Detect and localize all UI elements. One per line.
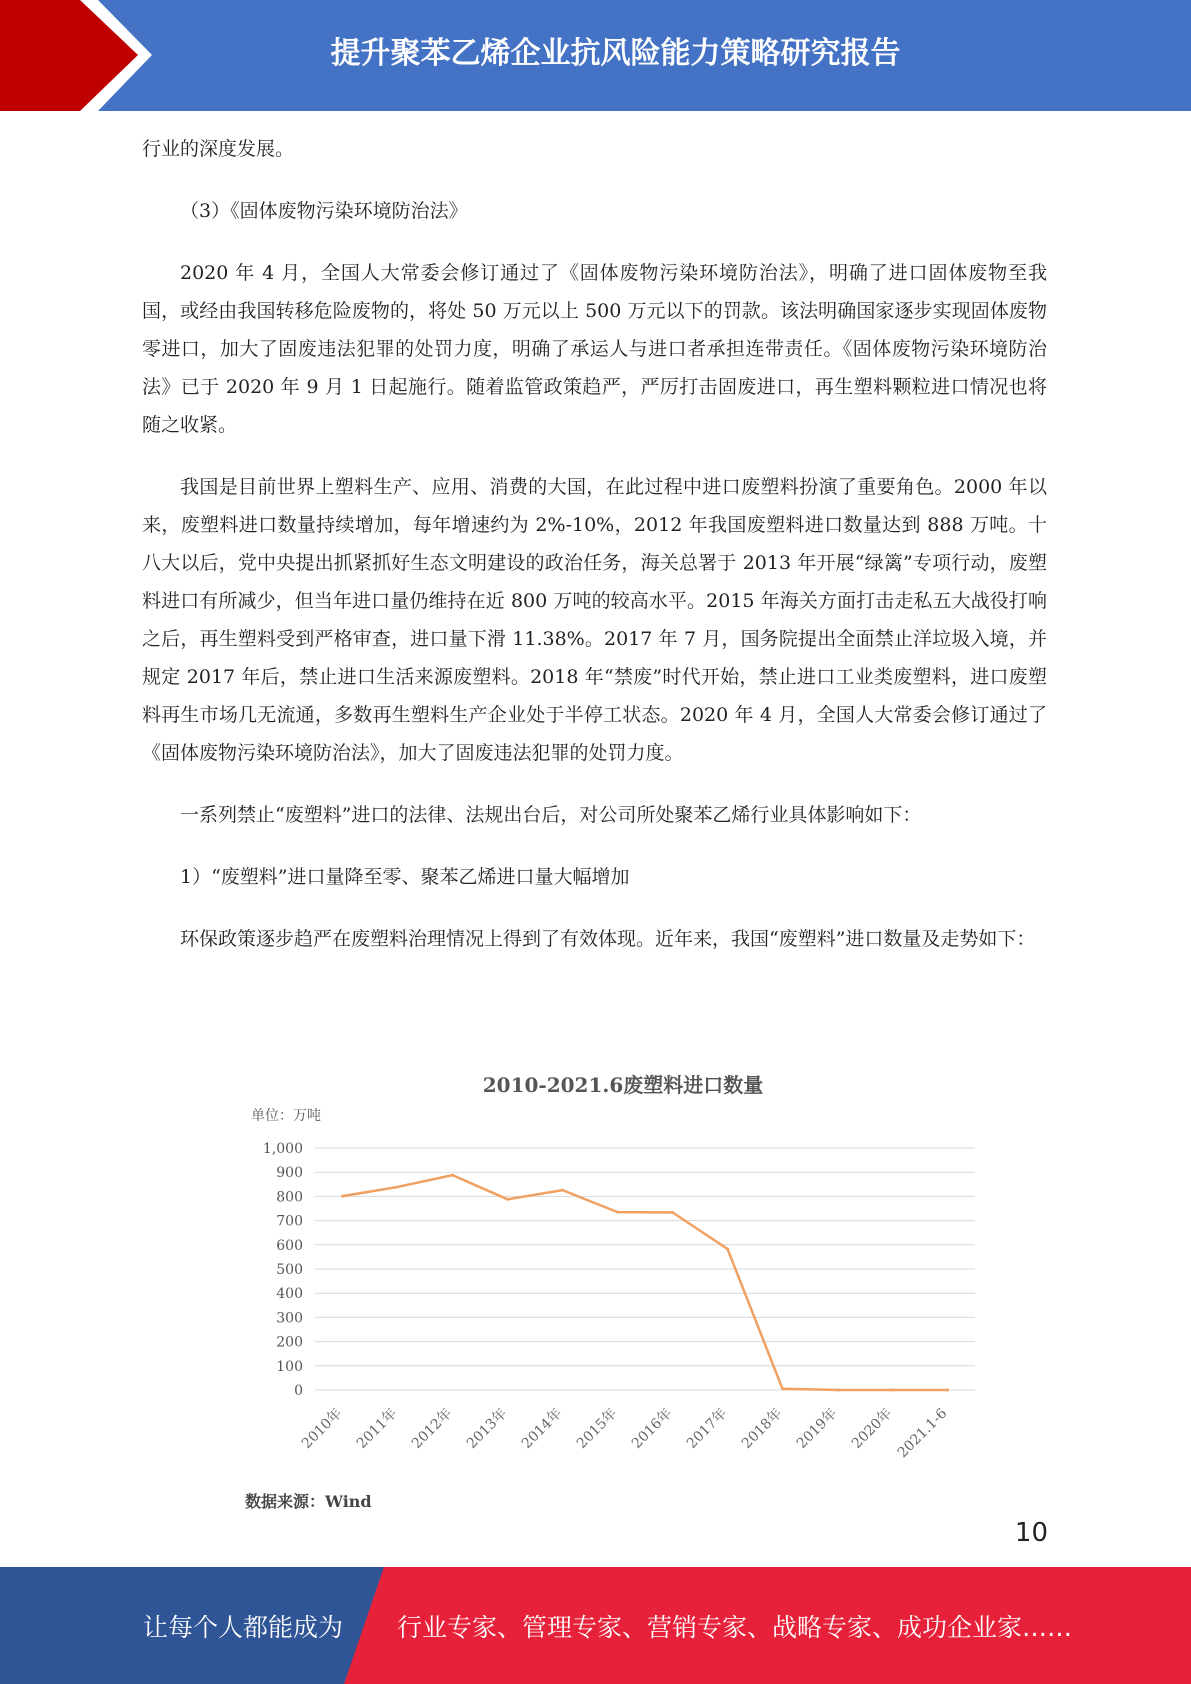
body-text — [142, 122, 1047, 982]
data-point — [671, 1211, 674, 1214]
y-tick-label: 900 — [276, 1165, 303, 1182]
subheading: 1）“废塑料”进口量降至零、聚苯乙烯进口量大幅增加 — [180, 866, 630, 888]
data-point — [726, 1247, 729, 1250]
y-tick-label: 700 — [276, 1213, 303, 1230]
footer-slogan-right: 行业专家、管理专家、营销专家、战略专家、成功企业家…… — [397, 1612, 1073, 1642]
x-tick-label: 2013年 — [463, 1405, 511, 1452]
y-tick-label: 200 — [276, 1334, 303, 1351]
x-tick-label: 2012年 — [408, 1405, 456, 1452]
x-tick-label: 2020年 — [848, 1405, 896, 1452]
y-tick-label: 1,000 — [262, 1141, 303, 1157]
data-point — [451, 1174, 454, 1177]
data-point — [616, 1211, 619, 1214]
chart-title: 2010-2021.6废塑料进口数量 — [482, 1073, 764, 1097]
x-tick-label: 2019年 — [793, 1405, 841, 1452]
data-point — [561, 1189, 564, 1192]
import-volume-chart — [235, 1060, 985, 1520]
x-tick-label: 2014年 — [518, 1405, 566, 1452]
paragraph: 2020 年 4 月，全国人大常委会修订通过了《固体废物污染环境防治法》，明确了进口固体废物至我国，或经由我国转移危险废物的，将处 50 万元以上 500 万元以下的罚款。该法明确国家逐步实现固体废物零进口，加大了固废违法犯罪的处罚力度，明确了承运人与进口者承担连带责任。《固体废物污染环境防治法》已于 2020 年 9 月 1 日起施行。随着监管政策趋严，严厉打击固废进口，再生塑料颗粒进口情况也将随之收紧。 — [142, 262, 1047, 436]
x-tick-label: 2015年 — [573, 1405, 621, 1452]
data-point — [506, 1198, 509, 1201]
chart-unit-label: 单位：万吨 — [251, 1108, 321, 1124]
data-point — [836, 1389, 839, 1392]
x-tick-label: 2011年 — [353, 1405, 401, 1452]
paragraph: 一系列禁止“废塑料”进口的法律、法规出台后，对公司所处聚苯乙烯行业具体影响如下： — [180, 804, 922, 826]
report-title: 提升聚苯乙烯企业抗风险能力策略研究报告 — [330, 36, 901, 71]
x-tick-label: 2016年 — [628, 1405, 676, 1452]
chart-source: 数据来源：Wind — [245, 1492, 372, 1511]
page-footer — [0, 1567, 1191, 1684]
x-tick-label: 2021.1-6 — [894, 1405, 951, 1462]
y-tick-label: 100 — [276, 1358, 303, 1375]
x-tick-label: 2010年 — [298, 1405, 346, 1452]
x-tick-label: 2018年 — [738, 1405, 786, 1452]
footer-slogan-left: 让每个人都能成为 — [143, 1612, 344, 1642]
section-heading: （3）《固体废物污染环境防治法》 — [180, 200, 468, 222]
y-tick-label: 800 — [276, 1189, 303, 1206]
paragraph: 我国是目前世界上塑料生产、应用、消费的大国，在此过程中进口废塑料扮演了重要角色。2000 年以来，废塑料进口数量持续增加，每年增速约为 2%-10%，2012 年我国废塑料进口数量达到 888 万吨。十八大以后，党中央提出抓紧抓好生态文明建设的政治任务，海关总署于 2013 年开展“绿篱”专项行动，废塑料进口有所减少，但当年进口量仍维持在近 800 万吨的较高水平。2015 年海关方面打击走私五大战役打响之后，再生塑料受到严格审查，进口量下滑 11.38%。2017 年 7 月，国务院提出全面禁止洋垃圾入境，并规定 2017 年后，禁止进口生活来源废塑料。2018 年“禁废”时代开始，禁止进口工业类废塑料，进口废塑料再生市场几无流通，多数再生塑料生产企业处于半停工状态。2020 年 4 月，全国人大常委会修订通过了《固体废物污染环境防治法》，加大了固废违法犯罪的处罚力度。 — [142, 476, 1047, 764]
data-point — [396, 1185, 399, 1188]
data-point — [891, 1389, 894, 1392]
y-tick-label: 600 — [276, 1237, 303, 1254]
y-tick-label: 400 — [276, 1286, 303, 1303]
paragraph: 行业的深度发展。 — [142, 138, 295, 160]
chart-svg — [235, 1060, 985, 1520]
y-tick-label: 0 — [294, 1383, 303, 1399]
x-tick-label: 2017年 — [683, 1405, 731, 1452]
data-point — [341, 1195, 344, 1198]
page-number: 10 — [1014, 1518, 1048, 1548]
data-point — [946, 1389, 949, 1392]
page-header — [0, 0, 1191, 111]
y-tick-label: 500 — [276, 1262, 303, 1278]
y-tick-label: 300 — [276, 1310, 303, 1327]
paragraph: 环保政策逐步趋严在废塑料治理情况上得到了有效体现。近年来，我国“废塑料”进口数量及走势如下： — [180, 928, 1036, 950]
data-point — [781, 1387, 784, 1390]
series-line — [343, 1175, 948, 1390]
